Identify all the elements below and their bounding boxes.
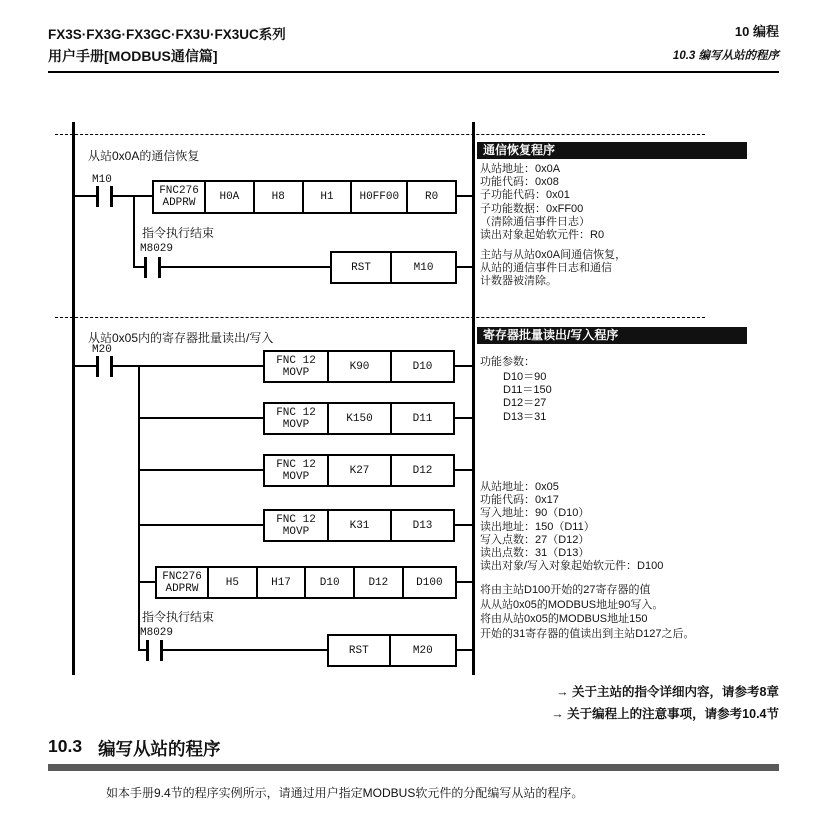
header-rule	[48, 71, 779, 73]
contact-m8029	[146, 640, 163, 661]
section-divider-dashed	[55, 317, 705, 318]
output-stub	[455, 524, 472, 526]
rung-line	[75, 195, 152, 197]
note-funcparams	[503, 371, 552, 424]
note-line: （清除通信事件日志）	[480, 215, 590, 228]
note-line: 子功能代码：0x01	[480, 189, 570, 202]
note-line: D12＝27	[503, 397, 547, 410]
note-line: 从站地址：0x0A	[480, 163, 561, 175]
output-stub	[455, 469, 472, 471]
rung-line	[139, 581, 155, 583]
rung-comment: 从站0x05内的寄存器批量读出/写入	[88, 331, 274, 345]
fnc-cell	[265, 511, 327, 540]
note-line: 读出地址：150（D11）	[480, 520, 595, 533]
note-line: 从站的通信事件日志和通信	[480, 262, 612, 275]
operand-cell: H5	[207, 568, 256, 597]
note-line: 功能代码：0x08	[480, 176, 559, 189]
note-line: D10＝90	[503, 371, 547, 383]
operand-cell: H17	[256, 568, 305, 597]
operand-cell: D10	[304, 568, 353, 597]
fnc-cell	[157, 568, 207, 597]
note-params-recovery	[480, 163, 604, 242]
note-line: D13＝31	[503, 410, 547, 423]
note-line: 从站地址：0x05	[480, 481, 559, 493]
operand-cell: K31	[327, 511, 390, 540]
reference-links	[551, 681, 779, 725]
operand-cell: D12	[390, 456, 453, 485]
section-label: 10.3 编写从站的程序	[672, 50, 779, 62]
left-power-rail	[72, 122, 75, 675]
operand-cell: H0FF00	[350, 182, 406, 212]
note-line: 将由从站0x05的MODBUS地址150	[480, 613, 648, 625]
instruction-box-adprw	[152, 180, 457, 214]
note-title-recovery: 通信恢复程序	[477, 142, 747, 159]
manual-series: FX3S·FX3G·FX3GC·FX3U·FX3UC系列	[48, 27, 286, 42]
reference-line: → 关于编程上的注意事项，请参考10.4节	[551, 707, 779, 721]
rung-comment: 从站0x0A的通信恢复	[88, 149, 200, 163]
contact-label-m8029: M8029	[140, 627, 174, 639]
rung-line	[139, 524, 263, 526]
rung-line	[139, 417, 263, 419]
contact-label-m8029: M8029	[140, 243, 174, 255]
note-params-batch	[480, 481, 663, 573]
section-body-text: 如本手册9.4节的程序实例所示，请通过用户指定MODBUS软元件的分配编写从站的程序。	[106, 786, 584, 800]
output-stub	[455, 417, 472, 419]
section-heading-bar	[48, 764, 779, 771]
op-cell: RST	[351, 261, 371, 274]
fnc-number: FNC 12	[276, 513, 316, 526]
note-line: 功能代码：0x17	[480, 494, 559, 507]
operand-cell: K27	[327, 456, 390, 485]
note-line: 从从站0x05的MODBUS地址90写入。	[480, 598, 664, 611]
fnc-name: ADPRW	[162, 197, 196, 209]
instruction-box-rst	[327, 634, 457, 667]
output-stub	[455, 649, 472, 651]
fnc-cell	[265, 352, 327, 381]
instruction-box-rst	[330, 251, 457, 284]
operand-cell: D100	[402, 568, 455, 597]
rung-comment: 指令执行结束	[142, 226, 215, 240]
operand-cell: M20	[389, 636, 455, 665]
rung-line	[139, 469, 263, 471]
contact-label-m20: M20	[92, 344, 112, 356]
instruction-box-movp	[263, 402, 455, 435]
operand-cell: R0	[406, 182, 455, 212]
operand-cell: H0A	[204, 182, 253, 212]
note-line: 写入点数：27（D12）	[480, 533, 590, 546]
note-title-batch: 寄存器批量读出/写入程序	[477, 327, 747, 344]
fnc-name: MOVP	[282, 418, 310, 431]
section-title: 编写从站的程序	[98, 739, 221, 759]
instruction-box-movp	[263, 454, 455, 487]
note-desc-recovery	[480, 249, 626, 289]
contact-m20	[96, 356, 113, 377]
output-stub	[455, 365, 472, 367]
operand-cell: K150	[327, 404, 390, 433]
note-line: 读出点数：31（D13）	[480, 547, 590, 560]
operand-cell: D13	[390, 511, 453, 540]
output-stub	[455, 581, 472, 583]
fnc-name: MOVP	[282, 525, 310, 538]
note-line: 读出对象起始软元件：R0	[480, 229, 605, 242]
note-line: 计数器被清除。	[480, 275, 557, 288]
fnc-cell	[265, 404, 327, 433]
note-line: 将由主站D100开始的27寄存器的值	[480, 584, 651, 596]
contact-m10	[96, 186, 113, 207]
fnc-cell	[154, 182, 204, 212]
rung-line	[139, 649, 327, 651]
operand-cell: D11	[390, 404, 453, 433]
fnc-number: FNC276	[159, 185, 199, 197]
rung-line	[134, 266, 330, 268]
operand-cell: D10	[390, 352, 453, 381]
fnc-number: FNC276	[162, 570, 202, 583]
rung-comment: 指令执行结束	[142, 610, 215, 624]
instruction-box-movp	[263, 509, 455, 542]
fnc-cell	[265, 456, 327, 485]
instruction-box-adprw	[155, 566, 457, 599]
output-stub	[455, 266, 472, 268]
contact-m8029	[144, 257, 161, 278]
instruction-box-movp	[263, 350, 455, 383]
operand-cell: H1	[302, 182, 351, 212]
operand-cell: K90	[327, 352, 390, 381]
operand-cell: D12	[353, 568, 402, 597]
note-line: 开始的31寄存器的值读出到主站D127之后。	[480, 627, 695, 640]
branch-line	[138, 366, 140, 651]
reference-line: → 关于主站的指令详细内容，请参考8章	[556, 685, 779, 699]
section-divider-dashed	[55, 134, 705, 135]
chapter-label: 10 编程	[734, 24, 779, 39]
output-stub	[455, 195, 472, 197]
contact-label-m10: M10	[92, 174, 112, 186]
fnc-name: MOVP	[282, 470, 310, 483]
note-line: D11＝150	[503, 384, 552, 397]
section-heading	[48, 736, 221, 761]
right-power-rail	[472, 122, 475, 675]
fnc-number: FNC 12	[276, 458, 316, 471]
fnc-number: FNC 12	[276, 354, 316, 367]
note-funcparams-label: 功能参数：	[480, 356, 535, 368]
note-line: 主站与从站0x0A间通信恢复，	[480, 249, 627, 261]
note-line: 子功能数据：0xFF00	[480, 202, 584, 215]
note-desc-batch	[480, 583, 695, 641]
operand-cell: H8	[253, 182, 302, 212]
note-line: 读出对象/写入对象起始软元件：D100	[480, 560, 664, 573]
fnc-name: MOVP	[282, 366, 310, 379]
fnc-number: FNC 12	[276, 406, 316, 419]
operand-cell: M10	[390, 253, 455, 282]
manual-title: 用户手册[MODBUS通信篇]	[48, 48, 218, 64]
fnc-name: ADPRW	[165, 582, 199, 595]
op-cell: RST	[348, 644, 369, 657]
branch-line	[133, 196, 135, 268]
section-number: 10.3	[48, 736, 83, 756]
note-line: 写入地址：90（D10）	[480, 507, 590, 520]
